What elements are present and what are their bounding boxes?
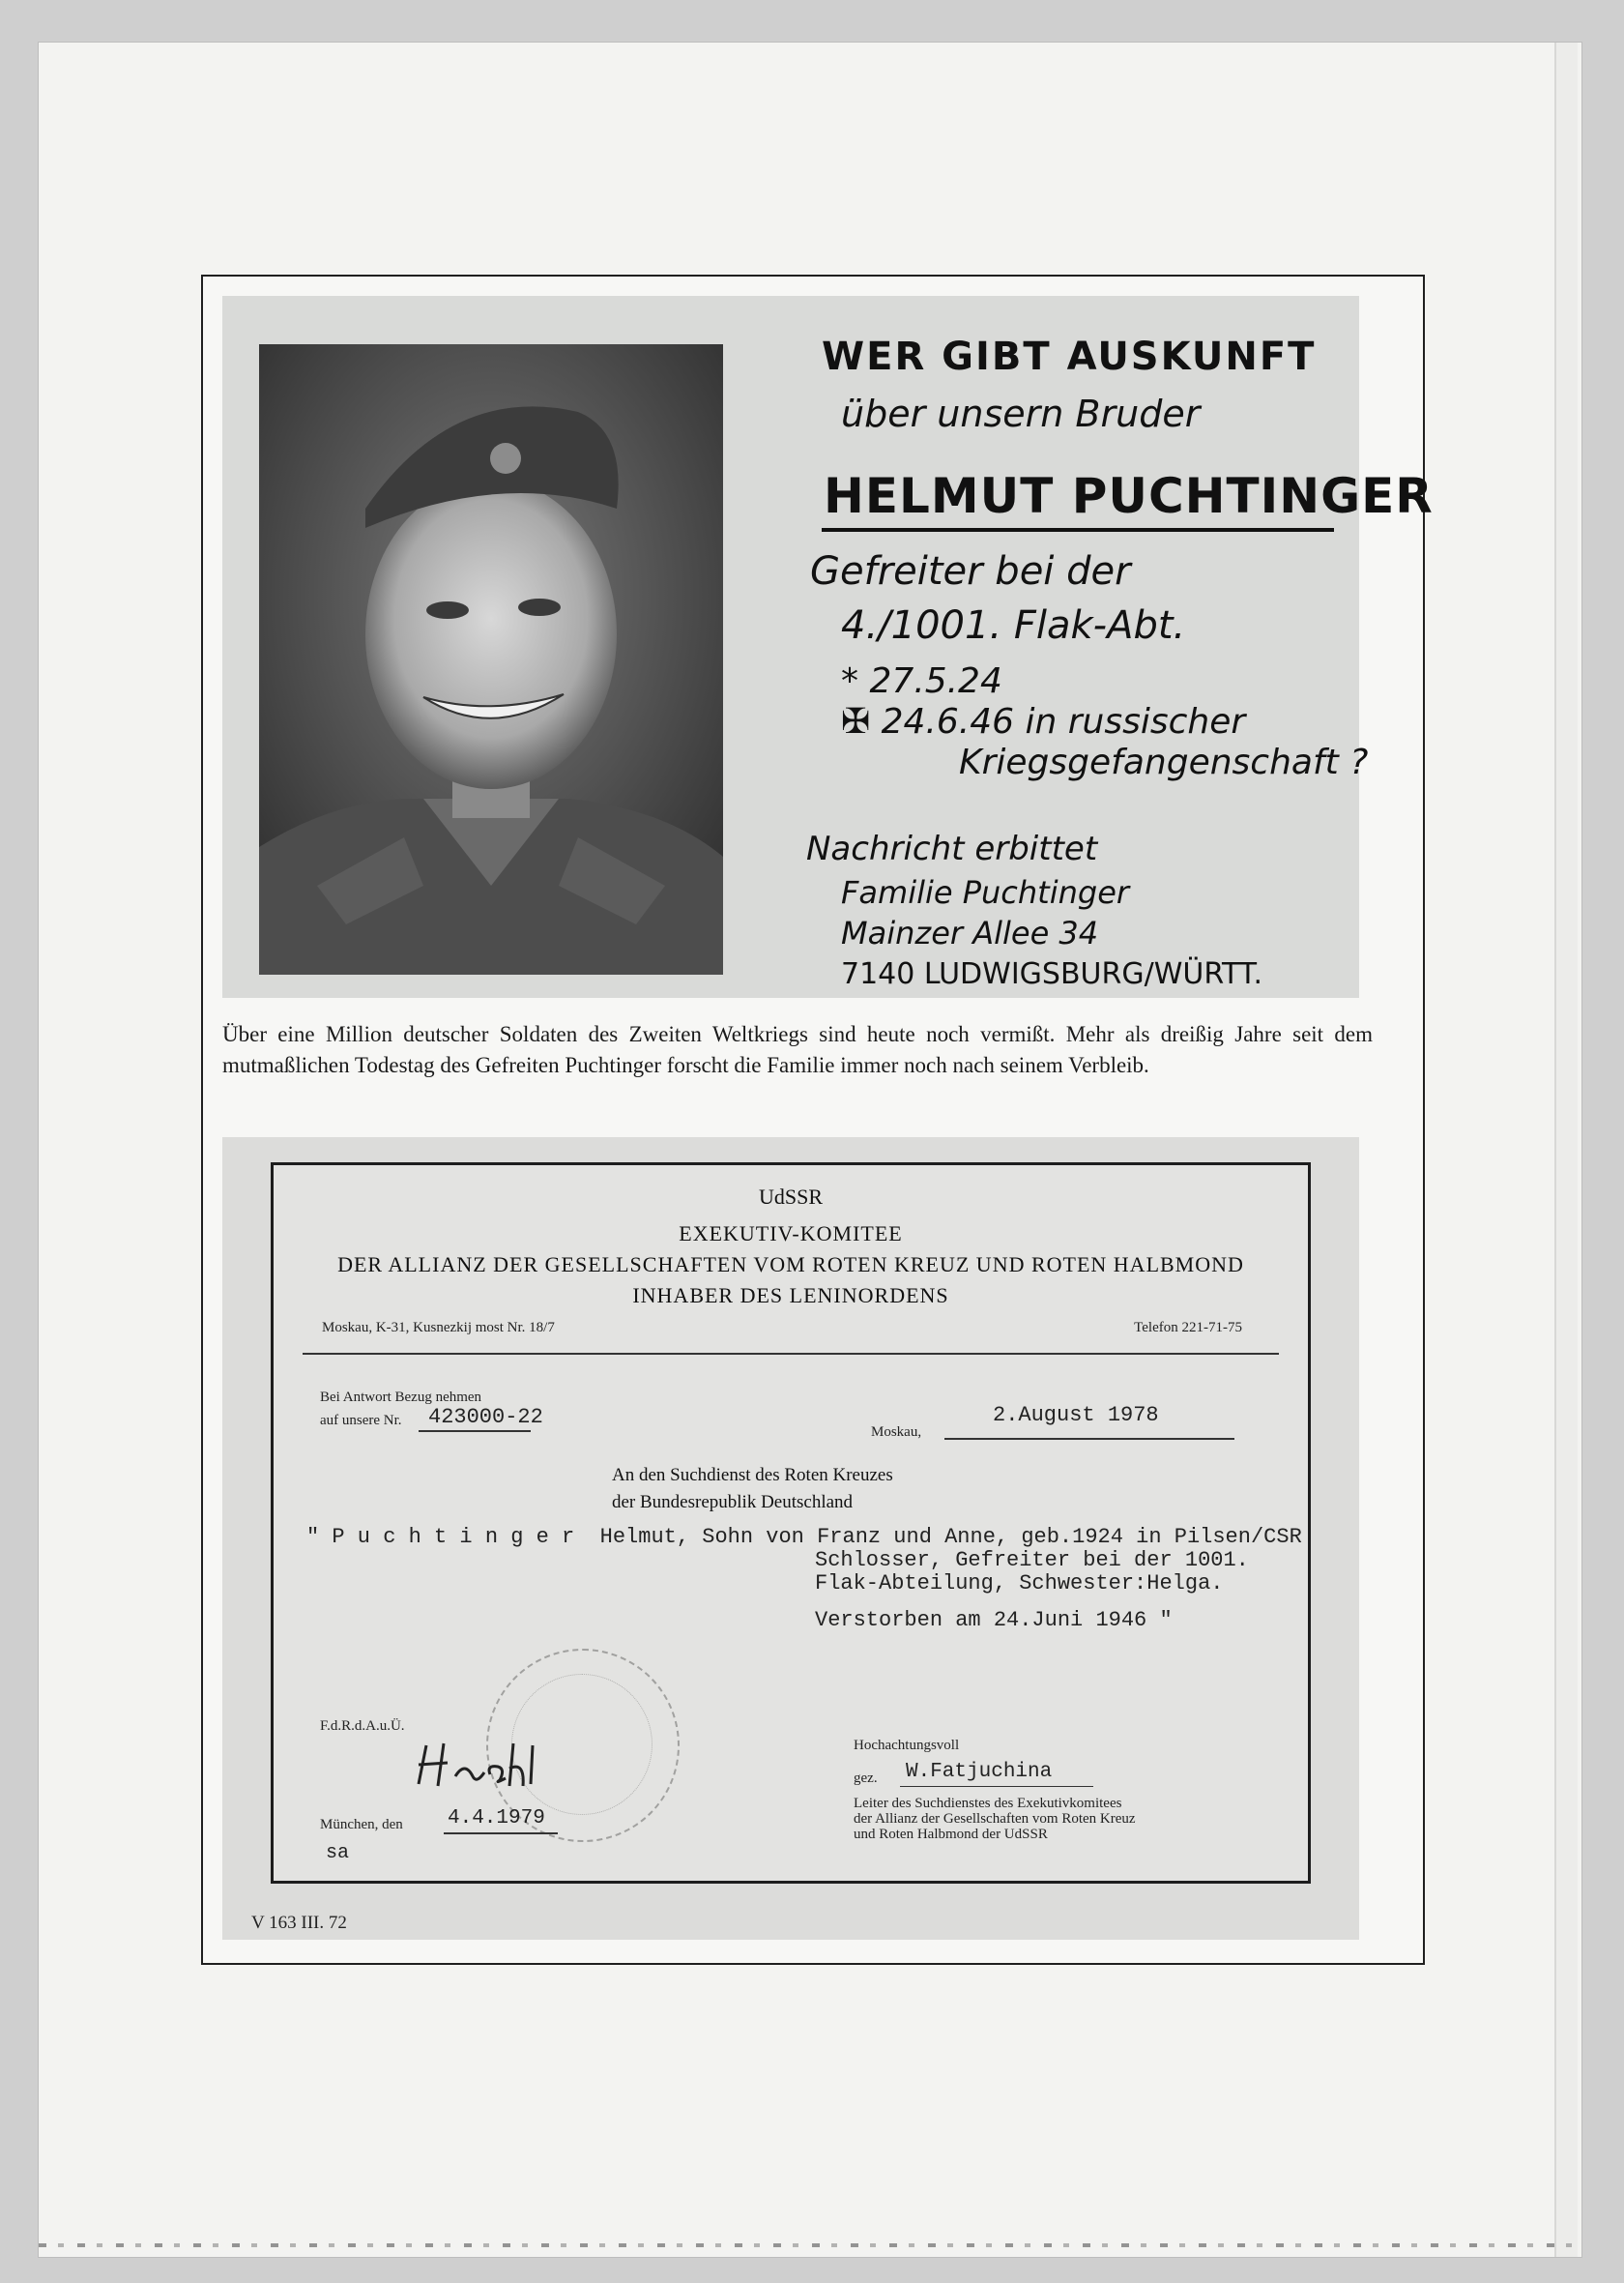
body-line-3: Flak-Abteilung, Schwester:Helga. <box>815 1571 1224 1595</box>
letter-date: 2.August 1978 <box>993 1403 1159 1427</box>
letter-photo <box>222 1137 1359 1940</box>
poster-pow: Kriegsgefangenschaft ? <box>959 743 1369 782</box>
gez-label: gez. <box>854 1771 878 1786</box>
form-code: V 163 III. 72 <box>251 1913 347 1933</box>
signatory-line <box>900 1786 1093 1787</box>
certification-label: F.d.R.d.A.u.Ü. <box>320 1718 405 1734</box>
ref-line <box>419 1430 531 1432</box>
munchen-date-line <box>444 1832 558 1834</box>
signatory-title-2: der Allianz der Gesellschaften vom Roten Kreuz <box>854 1811 1136 1827</box>
handwritten-signature <box>409 1726 583 1803</box>
munchen-date: 4.4.1979 <box>448 1807 545 1829</box>
signatory-name: W.Fatjuchina <box>906 1761 1053 1783</box>
letter-telefon: Telefon 221-71-75 <box>1134 1320 1242 1335</box>
poster-news-request: Nachricht erbittet <box>806 830 1098 868</box>
letter-address: Moskau, K-31, Kusnezkij most Nr. 18/7 <box>322 1320 555 1335</box>
signatory-title-1: Leiter des Suchdienstes des Exekutivkomitees <box>854 1796 1122 1811</box>
closing: Hochachtungsvoll <box>854 1738 960 1753</box>
soldier-portrait-photo <box>259 344 723 975</box>
date-line <box>944 1438 1234 1440</box>
body-line-1: " P u c h t i n g e r Helmut, Sohn von Franz und Anne, geb.1924 in Pilsen/CSR <box>306 1525 1302 1549</box>
red-cross-letter <box>271 1162 1311 1884</box>
body-line-4: Verstorben am 24.Juni 1946 " <box>815 1608 1173 1632</box>
header-rule <box>303 1353 1279 1355</box>
signatory-title <box>854 1796 1136 1842</box>
page-scuff <box>39 2243 1581 2247</box>
poster-family: Familie Puchtinger <box>841 874 1130 911</box>
page-edge <box>1554 43 1578 2257</box>
recipient-line-2: der Bundesrepublik Deutschland <box>612 1492 854 1512</box>
typist-initials: sa <box>326 1842 350 1864</box>
poster-unit: 4./1001. Flak-Abt. <box>841 603 1186 648</box>
poster-subtitle: über unsern Bruder <box>841 393 1201 435</box>
search-poster <box>222 296 1434 998</box>
poster-title: WER GIBT AUSKUNFT <box>822 335 1317 379</box>
album-page <box>39 43 1581 2257</box>
ref-label-1: Bei Antwort Bezug nehmen <box>320 1390 482 1405</box>
poster-rank: Gefreiter bei der <box>810 549 1131 594</box>
body-line-2: Schlosser, Gefreiter bei der 1001. <box>815 1548 1249 1572</box>
poster-name: HELMUT PUCHTINGER <box>824 468 1434 524</box>
name-underline <box>822 528 1334 532</box>
poster-city: 7140 LUDWIGSBURG/WÜRTT. <box>841 957 1263 991</box>
poster-born: * 27.5.24 <box>841 661 1002 701</box>
letter-head-alliance: DER ALLIANZ DER GESELLSCHAFTEN VOM ROTEN KREUZ UND ROTEN HALBMOND <box>337 1252 1244 1276</box>
recipient-line-1: An den Suchdienst des Roten Kreuzes <box>612 1465 893 1485</box>
letter-head-order: INHABER DES LENINORDENS <box>632 1283 949 1307</box>
signatory-title-3: und Roten Halbmond der UdSSR <box>854 1827 1048 1842</box>
content-frame <box>201 275 1434 1965</box>
letter-head-udssr: UdSSR <box>758 1185 824 1209</box>
ref-label-2: auf unsere Nr. <box>320 1413 402 1428</box>
poster-street: Mainzer Allee 34 <box>841 915 1099 951</box>
letter-head-committee: EXEKUTIV-KOMITEE <box>679 1221 903 1245</box>
ref-number: 423000-22 <box>428 1405 543 1429</box>
photo-caption: Über eine Million deutscher Soldaten des Zweiten Weltkriegs sind heute noch vermißt. Mehr als dreißig Jahre seit dem mutmaßlichen Todestag des Gefreiten Puchtinger forscht die Familie immer noch nach seinem Verbleib. <box>222 1022 1373 1077</box>
moskau-label: Moskau, <box>871 1424 922 1440</box>
munchen-label: München, den <box>320 1817 403 1832</box>
poster-died: ✠ 24.6.46 in russischer <box>841 702 1246 742</box>
